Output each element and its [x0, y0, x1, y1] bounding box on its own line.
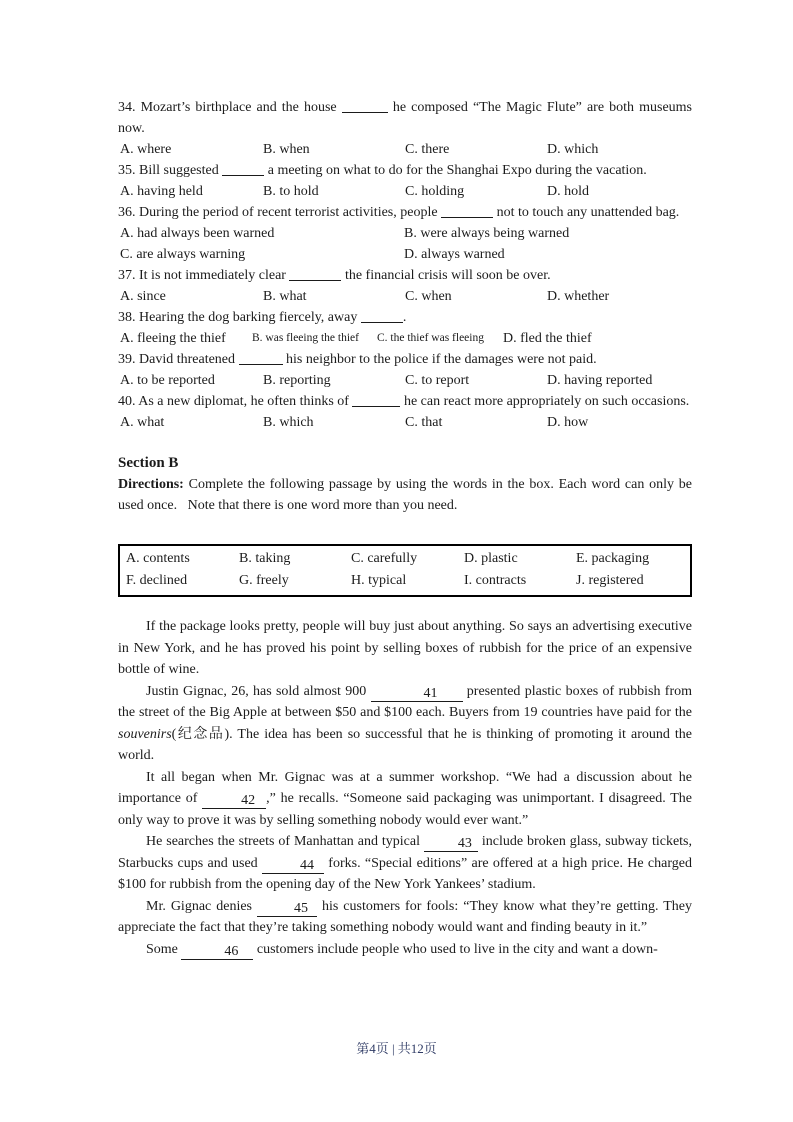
question-38-stem: 38. Hearing the dog barking fiercely, away .	[118, 307, 692, 328]
option-34B: B. when	[263, 142, 310, 157]
passage-paragraph-6: Some 46 customers include people who used to live in the city and want a down-	[146, 941, 658, 959]
answer-blank	[361, 307, 403, 323]
question-39-stem: 39. David threatened his neighbor to the police if the damages were not paid.	[118, 349, 692, 370]
passage-paragraph-3: It all began when Mr. Gignac was at a summer workshop. “We had a discussion about he importance of 42 ,” he recalls. “Someone said packaging was unimportant. I disagreed. The only way to prove it was by selling something nobody would ever want.”	[118, 769, 692, 828]
italic-word: souvenirs	[118, 726, 172, 742]
word-option-C: C. carefully	[351, 551, 418, 566]
word-option-B: B. taking	[239, 551, 291, 566]
question-36-stem: 36. During the period of recent terrorist activities, people not to touch any unattended bag.	[118, 202, 692, 223]
word-box-row-1	[126, 548, 690, 570]
answer-blank	[441, 202, 493, 218]
word-option-H: H. typical	[351, 573, 407, 588]
blank-44: 44	[262, 858, 324, 874]
question-35-options	[118, 181, 692, 202]
page-footer	[0, 1040, 793, 1058]
blank-42: 42	[202, 793, 266, 809]
passage-paragraph-5: Mr. Gignac denies 45 his customers for fools: “They know what they’re getting. They appreciate the fact that they’re taking something nobody would want and finding beauty in it.”	[118, 898, 692, 935]
question-37-stem: 37. It is not immediately clear the financial crisis will soon be over.	[118, 265, 692, 286]
option-35D: D. hold	[547, 184, 589, 199]
option-37D: D. whether	[547, 289, 610, 304]
blank-46: 46	[181, 944, 253, 960]
question-34-stem: 34. Mozart’s birthplace and the house he composed “The Magic Flute” are both museums now.	[118, 97, 692, 139]
option-36C: C. are always warning	[120, 247, 246, 262]
option-36B: B. were always being warned	[404, 226, 570, 241]
blank-41: 41	[371, 686, 463, 702]
option-38D: D. fled the thief	[503, 331, 592, 346]
option-37C: C. when	[405, 289, 452, 304]
page-number: 第4页 | 共12页	[356, 1041, 437, 1056]
option-39D: D. having reported	[547, 373, 653, 388]
question-40-options	[118, 412, 692, 433]
question-40-stem: 40. As a new diplomat, he often thinks of he can react more appropriately on such occasions.	[118, 391, 692, 412]
directions-text: Complete the following passage by using the words in the box. Each word can only be used once. Note that there is one word more than you need.	[118, 477, 692, 513]
answer-blank	[342, 97, 388, 113]
answer-blank	[222, 160, 264, 176]
option-34C: C. there	[405, 142, 450, 157]
word-option-F: F. declined	[126, 573, 188, 588]
option-36D: D. always warned	[404, 247, 505, 262]
blank-43: 43	[424, 836, 478, 852]
word-option-A: A. contents	[126, 551, 190, 566]
option-35B: B. to hold	[263, 184, 319, 199]
blank-45: 45	[257, 901, 317, 917]
option-38C: C. the thief was fleeing	[377, 332, 484, 344]
question-37-options	[118, 286, 692, 307]
word-box-row-2	[126, 570, 690, 592]
option-39A: A. to be reported	[120, 373, 215, 388]
option-38A: A. fleeing the thief	[120, 331, 226, 346]
option-36A: A. had always been warned	[120, 226, 275, 241]
word-option-E: E. packaging	[576, 551, 650, 566]
option-37A: A. since	[120, 289, 166, 304]
question-38-options	[118, 328, 692, 349]
option-37B: B. what	[263, 289, 307, 304]
option-38B: B. was fleeing the thief	[252, 332, 359, 344]
grammar-questions-section	[118, 97, 692, 433]
cloze-passage	[118, 616, 692, 960]
option-40D: D. how	[547, 415, 589, 430]
option-34D: D. which	[547, 142, 599, 157]
directions-label: Directions:	[118, 477, 184, 492]
word-option-G: G. freely	[239, 573, 289, 588]
option-39C: C. to report	[405, 373, 470, 388]
option-40C: C. that	[405, 415, 443, 430]
question-35-stem: 35. Bill suggested a meeting on what to do for the Shanghai Expo during the vacation.	[118, 160, 692, 181]
answer-blank	[352, 391, 400, 407]
option-40B: B. which	[263, 415, 314, 430]
question-39-options	[118, 370, 692, 391]
directions	[118, 474, 692, 516]
passage-paragraph-2: Justin Gignac, 26, has sold almost 900 41 presented plastic boxes of rubbish from the street of the Big Apple at between $50 and $100 each. Buyers from 19 countries have paid for the souvenirs(纪念品). The idea has been so successful that he is thinking of promoting it around the world.	[118, 683, 692, 763]
passage-paragraph-4: He searches the streets of Manhattan and typical 43 include broken glass, subway tickets, Starbucks cups and used 44 forks. “Special editions” are offered at a high price. He charged $100 for rubbish from the opening day of the New York Yankees’ stadium.	[118, 834, 692, 892]
option-34A: A. where	[120, 142, 172, 157]
word-option-I: I. contracts	[464, 573, 527, 588]
question-36-options	[118, 244, 692, 265]
word-option-D: D. plastic	[464, 551, 518, 566]
option-40A: A. what	[120, 415, 165, 430]
question-34-options	[118, 139, 692, 160]
option-39B: B. reporting	[263, 373, 331, 388]
passage-paragraph-1: If the package looks pretty, people will buy just about anything. So says an advertising executive in New York, and he has proved his point by selling boxes of rubbish for the price of an expensive bottle of wine.	[118, 619, 692, 677]
word-option-J: J. registered	[576, 573, 644, 588]
option-35A: A. having held	[120, 184, 203, 199]
section-b-title: Section B	[118, 455, 179, 471]
question-36-options	[118, 223, 692, 244]
answer-blank	[289, 265, 341, 281]
word-box	[118, 544, 692, 597]
option-35C: C. holding	[405, 184, 465, 199]
answer-blank	[239, 349, 283, 365]
page-content	[118, 97, 692, 960]
